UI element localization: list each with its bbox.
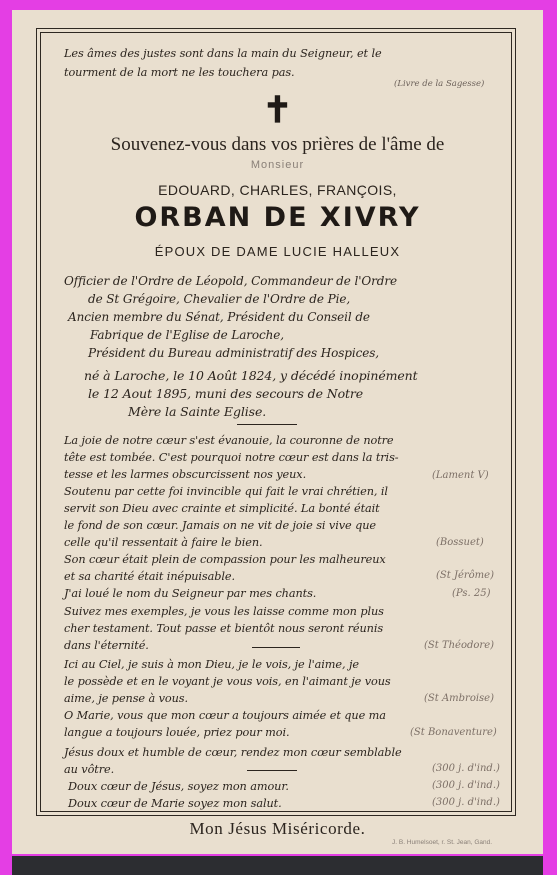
quote-2-line-2: servit son Dieu avec crainte et simplicité. La bonté était [64,502,380,515]
titles-line-3: Ancien membre du Sénat, Président du Conseil de [68,310,370,324]
quote-6-source: (St Ambroise) [424,693,495,704]
quote-4-source: (Ps. 25) [452,588,491,599]
quote-3-source: (St Jérôme) [436,570,494,581]
titles-line-2: de St Grégoire, Chevalier de l'Ordre de Pie, [88,292,351,306]
quote-2-line-3: le fond de son cœur. Jamais on ne vit de joie si vive que [64,519,376,532]
quote-6-line-3: aime, je pense à vous. [64,692,188,705]
honorific: Monsieur [250,159,305,171]
quote-3-line-1: Son cœur était plein de compassion pour les malheureux [64,553,386,566]
closing-invocation: Mon Jésus Miséricorde. [189,819,366,838]
life-line-3: Mère la Sainte Eglise. [128,404,267,419]
spouse-line: ÉPOUX DE DAME LUCIE HALLEUX [154,244,401,259]
prayer-1-line-2: au vôtre. [64,763,115,776]
quote-1-line-3: tesse et les larmes obscurcissent nos yeux. [64,468,307,481]
prayer-1-indulgence: (300 j. d'ind.) [432,763,500,774]
quote-1-line-2: tête est tombée. C'est pourquoi notre cœur est dans la tris- [64,451,399,464]
prayer-2-line-1: Doux cœur de Jésus, soyez mon amour. [68,780,289,793]
quote-5-line-2: cher testament. Tout passe et bientôt nous seront réunis [64,622,384,635]
quote-6-line-1: Ici au Ciel, je suis à mon Dieu, je le vois, je l'aime, je [64,658,359,671]
quote-5-line-3: dans l'éternité. [64,639,149,652]
invocation: Souvenez-vous dans vos prières de l'âme de [110,134,445,155]
epigraph-line-1: Les âmes des justes sont dans la main du Seigneur, et le [64,47,382,60]
quote-6-line-2: le possède et en le voyant je vous vois, en l'aimant je vous [64,675,391,688]
quote-1-line-1: La joie de notre cœur s'est évanouie, la couronne de notre [64,434,394,447]
separator-3 [247,770,297,771]
titles-line-4: Fabrique de l'Eglise de Laroche, [90,328,285,342]
memorial-card [12,10,543,854]
epigraph-source: (Livre de la Sagesse) [394,79,485,89]
titles-line-1: Officier de l'Ordre de Léopold, Commandeur de l'Ordre [64,274,397,288]
quote-1-source: (Lament V) [432,470,489,481]
given-names: EDOUARD, CHARLES, FRANÇOIS, [158,182,397,198]
life-line-1: né à Laroche, le 10 Août 1824, y décédé inopinément [84,368,418,383]
quote-2-line-1: Soutenu par cette foi invincible qui fait le vrai chrétien, il [64,485,388,498]
prayer-1-line-1: Jésus doux et humble de cœur, rendez mon cœur semblable [64,746,402,759]
separator-1 [237,424,297,425]
cross-icon: ✝ [262,89,293,131]
epigraph-line-2: tourment de la mort ne les touchera pas. [64,66,295,79]
quote-5-line-1: Suivez mes exemples, je vous les laisse comme mon plus [64,605,384,618]
separator-2 [252,647,300,648]
bottom-bar [12,856,543,875]
prayer-3-indulgence: (300 j. d'ind.) [432,797,500,808]
quote-4-line-1: J'ai loué le nom du Seigneur par mes chants. [64,587,317,600]
quote-3-line-2: et sa charité était inépuisable. [64,570,235,583]
quote-2-source: (Bossuet) [436,537,484,548]
quote-2-line-4: celle qu'il ressentait à faire le bien. [64,536,263,549]
prayer-3-line-1: Doux cœur de Marie soyez mon salut. [68,797,282,810]
quote-7-source: (St Bonaventure) [410,727,497,738]
titles-line-5: Président du Bureau administratif des Hospices, [88,346,379,360]
quote-7-line-2: langue a toujours louée, priez pour moi. [64,726,290,739]
life-line-2: le 12 Aout 1895, muni des secours de Notre [88,386,364,401]
surname: ORBAN DE XIVRY [134,202,421,233]
printer-credit: J. B. Humelsoet, r. St. Jean, Gand. [392,839,493,846]
quote-7-line-1: O Marie, vous que mon cœur a toujours aimée et que ma [64,709,386,722]
quote-5-source: (St Théodore) [424,640,495,651]
prayer-2-indulgence: (300 j. d'ind.) [432,780,500,791]
